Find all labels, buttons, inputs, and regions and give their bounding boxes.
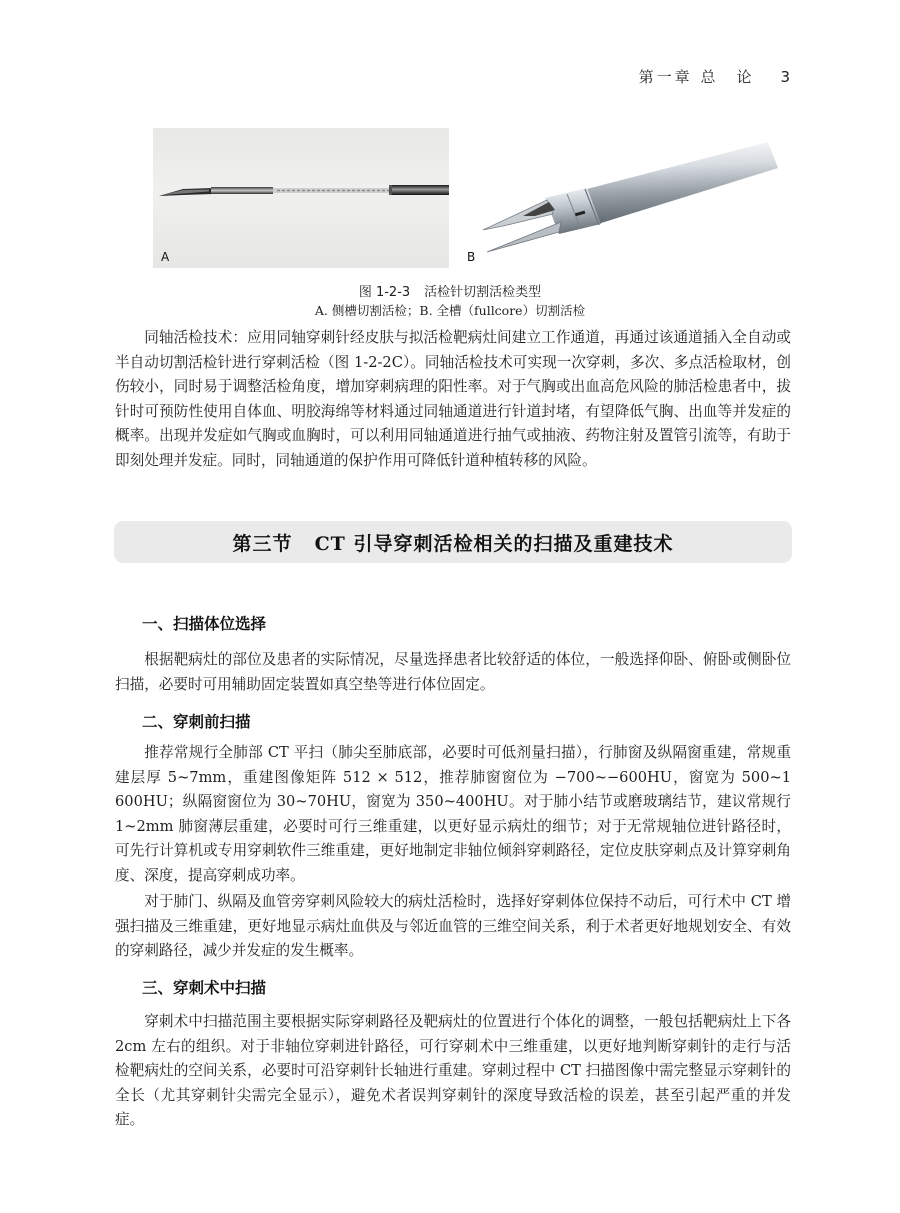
paragraph-coaxial-biopsy: 同轴活检技术：应用同轴穿刺针经皮肤与拟活检靶病灶间建立工作通道，再通过该通道插入全自动或半自动切割活检针进行穿刺活检（图 1-2-2C）。同轴活检技术可实现一次穿刺，多次、多点活检取材，创伤较小，同时易于调整活检角度，增加穿刺病理的阳性率。对于气胸或出血高危风险的肺活检患者中，拔针时可预防性使用自体血、明胶海绵等材料通过同轴通道进行针道封堵，有望降低气胸、出血等并发症的概率。出现并发症如气胸或血胸时，可以利用同轴通道进行抽气或抽液、药物注射及置管引流等，有助于即刻处理并发症。同时，同轴通道的保护作用可降低针道种植转移的风险。	[115, 329, 791, 469]
section-number: 第三节	[232, 532, 293, 555]
figure-biopsy-needles	[153, 128, 778, 268]
subsection-heading-3: 三、穿刺术中扫描	[142, 979, 267, 997]
panel-b-label: B	[467, 250, 476, 264]
full-core-needle-illustration	[463, 128, 778, 268]
side-notch-needle-photo	[153, 128, 449, 268]
running-header	[639, 66, 790, 87]
panel-a-label: A	[161, 250, 170, 264]
chapter-title: 第一章 总 论	[638, 68, 755, 86]
figure-panel-a	[153, 128, 449, 268]
paragraph-pre-puncture-scan: 推荐常规行全肺部 CT 平扫（肺尖至肺底部，必要时可低剂量扫描），行肺窗及纵隔窗重建，常规重建层厚 5~7mm，重建图像矩阵 512 × 512，推荐肺窗窗位为 −700~−600HU，窗宽为 500~1 600HU；纵隔窗窗位为 30~70HU，窗宽为 350~400HU。对于肺小结节或磨玻璃结节，建议常规行 1~2mm 肺窗薄层重建，必要时可行三维重建，以更好显示病灶的细节；对于无常规轴位进针路径时，可先行计算机或专用穿刺软件三维重建，更好地制定非轴位倾斜穿刺路径，定位皮肤穿刺点及计算穿刺角度、深度，提高穿刺成功率。	[115, 744, 791, 884]
figure-subcaption: A. 侧槽切割活检；B. 全槽（fullcore）切割活检	[314, 303, 586, 318]
figure-panel-b	[463, 128, 778, 268]
section-title	[233, 529, 674, 556]
section-title-text: CT 引导穿刺活检相关的扫描及重建技术	[314, 532, 674, 555]
figure-number: 图 1-2-3	[358, 285, 411, 300]
paragraph-scan-position: 根据靶病灶的部位及患者的实际情况，尽量选择患者比较舒适的体位，一般选择仰卧、俯卧或侧卧位扫描，必要时可用辅助固定装置如真空垫等进行体位固定。	[115, 651, 791, 693]
paragraph-enhanced-scan: 对于肺门、纵隔及血管旁穿刺风险较大的病灶活检时，选择好穿刺体位保持不动后，可行术中 CT 增强扫描及三维重建，更好地显示病灶血供及与邻近血管的三维空间关系，利于术者更好地规划安全、有效的穿刺路径，减少并发症的发生概率。	[115, 893, 791, 960]
figure-title: 活检针切割活检类型	[424, 285, 542, 300]
subsection-heading-1: 一、扫描体位选择	[142, 615, 267, 633]
page-number: 3	[780, 68, 790, 86]
figure-caption	[0, 281, 900, 300]
subsection-heading-2: 二、穿刺前扫描	[142, 713, 251, 731]
section-heading-bar	[114, 521, 792, 563]
paragraph-intraoperative-scan: 穿刺术中扫描范围主要根据实际穿刺路径及靶病灶的位置进行个体化的调整，一般包括靶病灶上下各 2cm 左右的组织。对于非轴位穿刺进针路径，可行穿刺术中三维重建，以更好地判断穿刺针的走行与活检靶病灶的空间关系，必要时可沿穿刺针长轴进行重建。穿刺过程中 CT 扫描图像中需完整显示穿刺针的全长（尤其穿刺针尖需完全显示），避免术者误判穿刺针的深度导致活检的误差，甚至引起严重的并发症。	[115, 1013, 791, 1129]
